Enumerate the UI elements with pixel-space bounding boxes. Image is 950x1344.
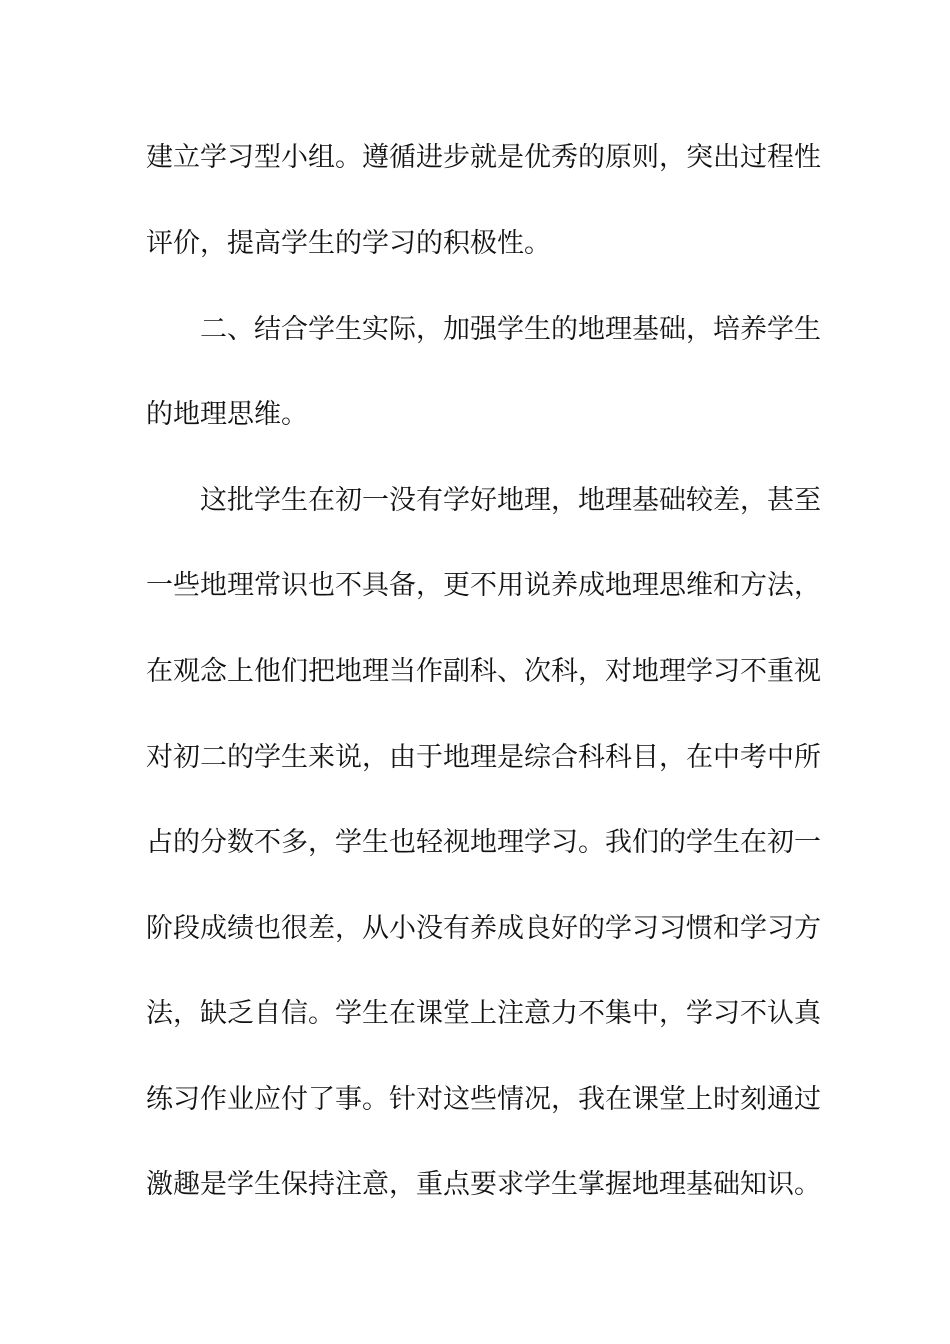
text-line-8: 对初二的学生来说，由于地理是综合科科目，在中考中所 [146,742,821,773]
text-line-5: 这批学生在初一没有学好地理，地理基础较差，甚至 [200,485,821,516]
text-line-7: 在观念上他们把地理当作副科、次科，对地理学习不重视 [146,656,821,687]
section-heading-line-1: 二、结合学生实际，加强学生的地理基础，培养学生 [200,314,821,345]
text-line-11: 法，缺乏自信。学生在课堂上注意力不集中，学习不认真 [146,998,821,1029]
text-line-1: 建立学习型小组。遵循进步就是优秀的原则，突出过程性 [146,142,821,173]
section-heading-line-2: 的地理思维。 [146,399,308,430]
text-line-12: 练习作业应付了事。针对这些情况，我在课堂上时刻通过 [146,1084,821,1115]
text-line-10: 阶段成绩也很差，从小没有养成良好的学习习惯和学习方 [146,913,821,944]
text-line-13: 激趣是学生保持注意，重点要求学生掌握地理基础知识。 [146,1169,821,1200]
text-line-2: 评价，提高学生的学习的积极性。 [146,228,551,259]
text-line-6: 一些地理常识也不具备，更不用说养成地理思维和方法， [146,570,821,601]
text-line-9: 占的分数不多，学生也轻视地理学习。我们的学生在初一 [146,827,821,858]
